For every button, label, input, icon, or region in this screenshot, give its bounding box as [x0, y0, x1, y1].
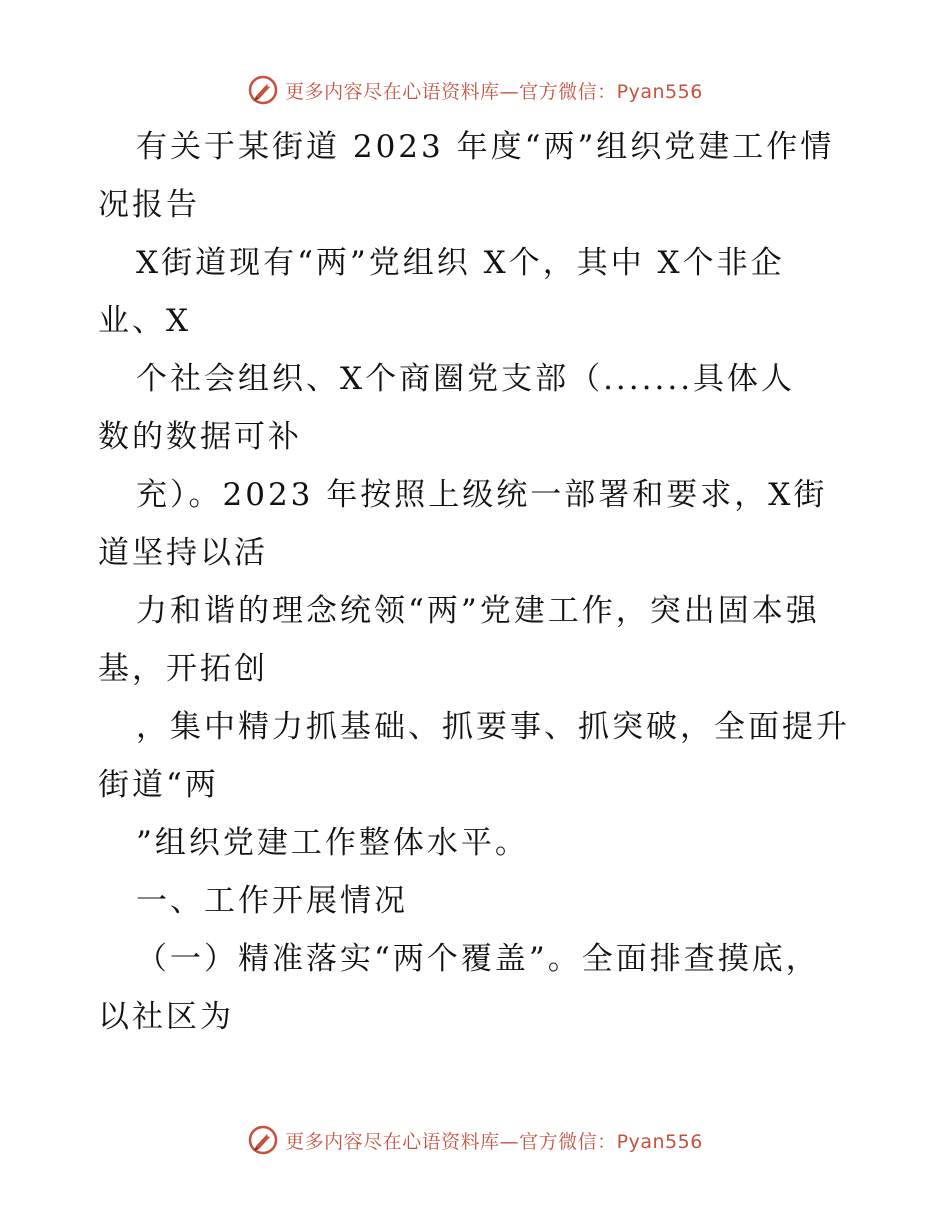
pen-logo-icon: [247, 74, 279, 106]
header-watermark-text: 更多内容尽在心语资料库—官方微信：Pyan556: [285, 80, 703, 103]
doc-paragraph-line: 基，开拓创: [98, 651, 268, 687]
doc-title-line-2: 况报告: [98, 187, 200, 223]
doc-paragraph-line: （一）精准落实“两个覆盖”。全面排查摸底，: [136, 941, 820, 977]
doc-paragraph-line: 业、X: [98, 303, 192, 339]
doc-paragraph-line: 街道“两: [98, 767, 219, 803]
doc-paragraph-line: 以社区为: [98, 999, 234, 1035]
pen-logo-icon: [247, 1124, 279, 1156]
doc-paragraph-line: X街道现有“两”党组织 X个，其中 X个非企: [136, 245, 785, 281]
doc-paragraph-line: 道坚持以活: [98, 535, 268, 571]
doc-paragraph-line: ”组织党建工作整体水平。: [136, 825, 529, 861]
document-body: [98, 118, 868, 1046]
doc-paragraph-line: 充）。2023 年按照上级统一部署和要求，X街: [136, 477, 828, 513]
doc-paragraph-line: 数的数据可补: [98, 419, 302, 455]
header-watermark: [0, 70, 950, 110]
section-heading: 一、工作开展情况: [136, 883, 408, 919]
doc-title-line-1: 有关于某街道 2023 年度“两”组织党建工作情: [136, 129, 835, 165]
doc-paragraph-line: 个社会组织、X个商圈党支部（.......具体人: [136, 361, 796, 397]
doc-paragraph-line: 力和谐的理念统领“两”党建工作，突出固本强: [136, 593, 820, 629]
footer-watermark: [0, 1120, 950, 1160]
doc-paragraph-line: ，集中精力抓基础、抓要事、抓突破，全面提升: [136, 709, 850, 745]
footer-watermark-text: 更多内容尽在心语资料库—官方微信：Pyan556: [285, 1130, 703, 1153]
